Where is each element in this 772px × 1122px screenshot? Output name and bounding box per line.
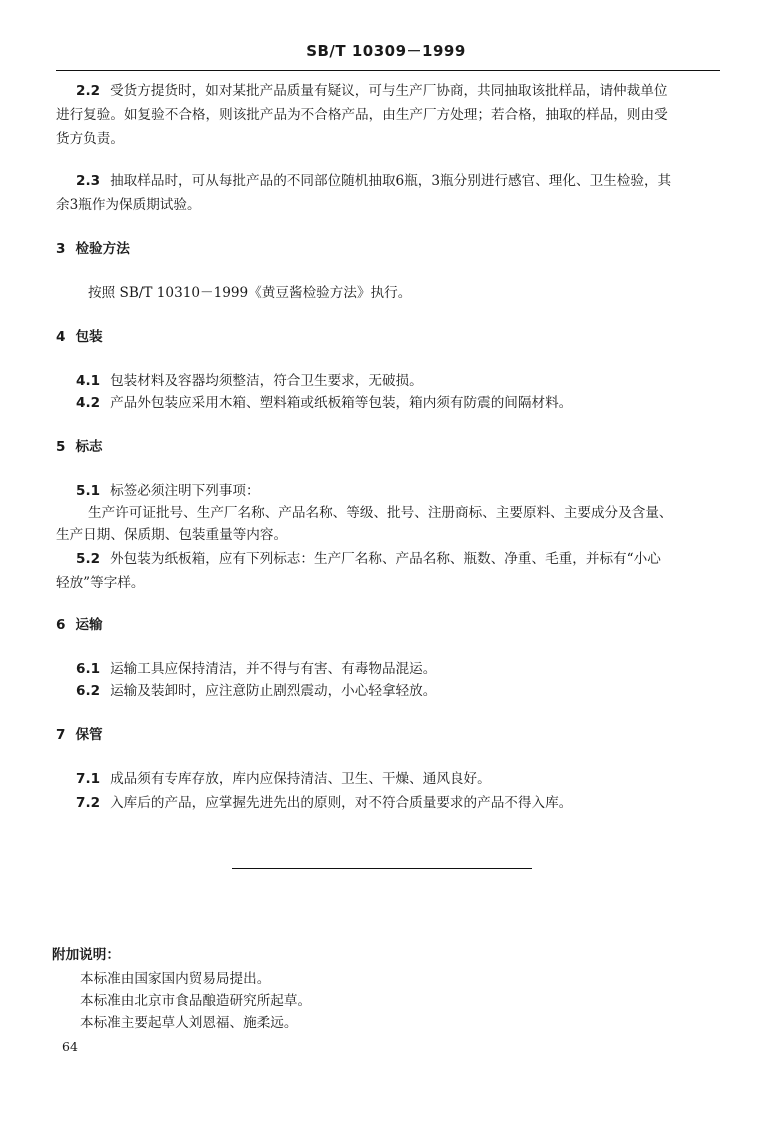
clause-5-1-line-3: 生产日期、保质期、包装重量等内容。: [56, 527, 288, 543]
clause-7-1: 7.1 成品须有专库存放，库内应保持清洁、卫生、干燥、通风良好。: [76, 771, 491, 787]
clause-5-2-line-2: 轻放”等字样。: [56, 575, 145, 591]
clause-7-2: 7.2 入库后的产品，应掌握先进先出的原则，对不符合质量要求的产品不得入库。: [76, 795, 573, 811]
clause-2-3-line-1: 2.3 抽取样品时，可从每批产品的不同部位随机抽取6瓶，3瓶分别进行感官、理化、卫生检验，其: [76, 173, 672, 189]
clause-2-2-line-1: 2.2 受货方提货时，如对某批产品质量有疑议，可与生产厂协商，共同抽取该批样品，请仲裁单位: [76, 83, 668, 99]
clause-5-2: 5.2 外包装为纸板箱，应有下列标志：生产厂名称、产品名称、瓶数、净重、毛重，并标有“小心: [76, 551, 661, 567]
note-line-1: 本标准由国家国内贸易局提出。: [80, 971, 271, 987]
section-3-body: 按照 SB/T 10310－1999《黄豆酱检验方法》执行。: [88, 285, 412, 301]
clause-2-2-line-2: 进行复验。如复验不合格，则该批产品为不合格产品，由生产厂方处理；若合格，抽取的样品，则由受: [56, 107, 668, 123]
section-4-heading: 4 包装: [56, 329, 103, 345]
clause-6-1: 6.1 运输工具应保持清洁，并不得与有害、有毒物品混运。: [76, 661, 437, 677]
clause-5-1-line-2: 生产许可证批号、生产厂名称、产品名称、等级、批号、注册商标、主要原料、主要成分及含量、: [88, 505, 673, 521]
clause-number: 2.2: [76, 83, 101, 99]
section-3-heading: 3 检验方法: [56, 241, 130, 257]
clause-2-2-line-3: 货方负责。: [56, 131, 124, 147]
clause-4-2: 4.2 产品外包装应采用木箱、塑料箱或纸板箱等包装，箱内须有防震的间隔材料。: [76, 395, 573, 411]
clause-2-3-line-2: 余3瓶作为保质期试验。: [56, 197, 201, 213]
clause-4-1: 4.1 包装材料及容器均须整洁，符合卫生要求，无破损。: [76, 373, 423, 389]
additional-notes-title: 附加说明：: [52, 947, 120, 963]
page-number: 64: [62, 1039, 78, 1054]
section-6-heading: 6 运输: [56, 617, 103, 633]
header-rule: [56, 70, 720, 71]
clause-6-2: 6.2 运输及装卸时，应注意防止剧烈震动，小心轻拿轻放。: [76, 683, 437, 699]
section-5-heading: 5 标志: [56, 439, 103, 455]
section-7-heading: 7 保管: [56, 727, 103, 743]
standard-code-header: SB/T 10309－1999: [306, 42, 466, 60]
note-line-2: 本标准由北京市食品酿造研究所起草。: [80, 993, 312, 1009]
note-line-3: 本标准主要起草人刘恩福、施柔远。: [80, 1015, 298, 1031]
end-rule: [232, 868, 532, 869]
clause-5-1: 5.1 标签必须注明下列事项：: [76, 483, 260, 499]
clause-number: 2.3: [76, 173, 101, 189]
